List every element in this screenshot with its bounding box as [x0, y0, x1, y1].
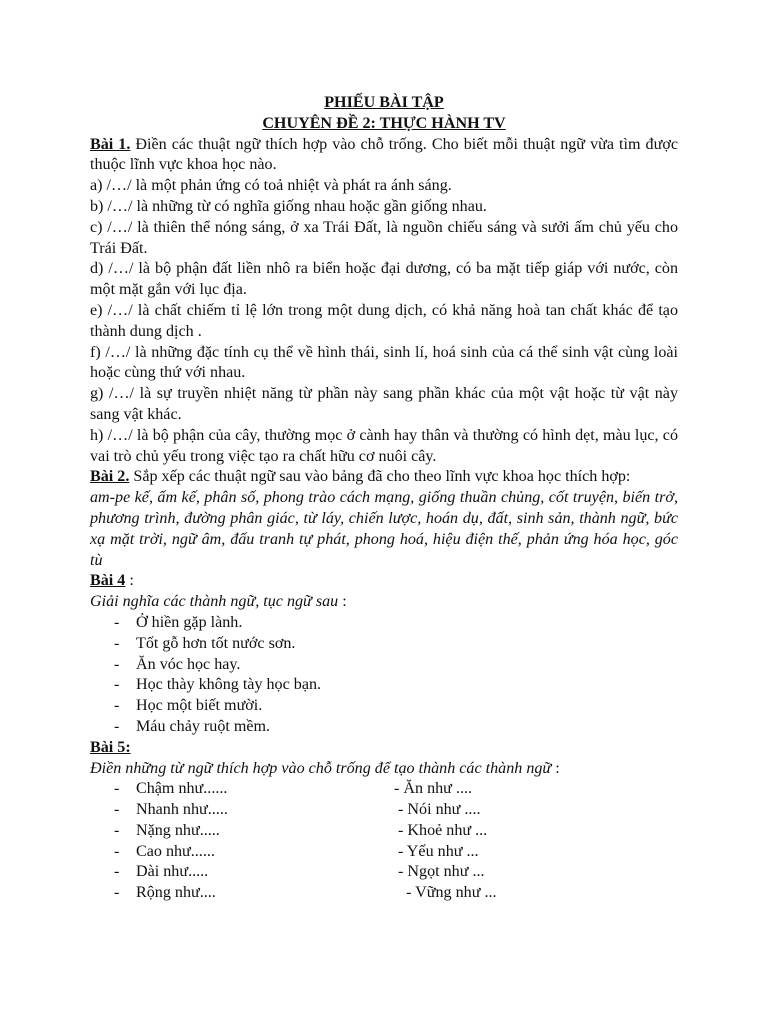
- exercise-1-instruction: Điền các thuật ngữ thích hợp vào chỗ trống. Cho biết mỗi thuật ngữ vừa tìm được thuộc lĩnh vực khoa học nào.: [90, 135, 678, 174]
- exercise-4-instruction-line: [90, 592, 678, 613]
- exercise-5-label: Bài 5:: [90, 738, 131, 756]
- idiom-right: - Vững như ...: [394, 884, 497, 902]
- exercise-1-item-f: f) /…/ là những đặc tính cụ thể về hình thái, sinh lí, hoá sinh của cá thể sinh vật cùng loài hoặc cùng thứ với nhau.: [90, 343, 678, 382]
- idiom-right: - Khoẻ như ...: [394, 821, 488, 839]
- exercise-4-list: [90, 613, 678, 738]
- list-item: [90, 779, 678, 800]
- idiom-right: - Ăn như ....: [394, 780, 473, 798]
- list-item: [90, 821, 678, 842]
- idiom-right: - Nói như ....: [394, 801, 481, 819]
- exercise-2-instruction: Sắp xếp các thuật ngữ sau vào bảng đã cho theo lĩnh vực khoa học thích hợp:: [129, 468, 631, 486]
- worksheet-subtitle: CHUYÊN ĐỀ 2: THỰC HÀNH TV: [262, 114, 506, 132]
- idiom-right: - Yếu như ...: [394, 842, 479, 860]
- exercise-4-instruction: Giải nghĩa các thành ngữ, tục ngữ sau: [90, 593, 339, 611]
- idiom-right: - Ngọt như ...: [394, 863, 485, 881]
- idiom-left: - Rộng như....: [136, 884, 216, 902]
- exercise-5-instruction-suffix: :: [551, 759, 560, 777]
- idiom-left: - Dài như.....: [136, 863, 209, 881]
- list-item: - Ăn vóc học hay.: [90, 655, 678, 676]
- exercise-1-label: Bài 1.: [90, 135, 131, 153]
- exercise-1-item-h: h) /…/ là bộ phận của cây, thường mọc ở cành hay thân và thường có hình dẹt, màu lục, có vai trò chủ yếu trong việc tạo ra chất hữu cơ nuôi cây.: [90, 426, 678, 465]
- exercise-4-label: Bài 4: [90, 572, 126, 590]
- list-item: - Học thày không tày học bạn.: [90, 675, 678, 696]
- exercise-5-list: [90, 779, 678, 904]
- exercise-1-item-a: a) /…/ là một phản ứng có toả nhiệt và phát ra ánh sáng.: [90, 177, 452, 195]
- exercise-1-item-g: g) /…/ là sự truyền nhiệt năng từ phần này sang phần khác của một vật hoặc từ vật này sang vật khác.: [90, 385, 678, 423]
- exercise-1-item-d: d) /…/ là bộ phận đất liền nhô ra biển hoặc đại dương, có ba mặt tiếp giáp với nước, còn một mặt gắn với lục địa.: [90, 260, 678, 299]
- list-item: - Tốt gỗ hơn tốt nước sơn.: [90, 634, 678, 655]
- list-item: [90, 883, 678, 904]
- idiom-left: - Nặng như.....: [136, 821, 220, 839]
- list-item: - Ở hiền gặp lành.: [90, 613, 678, 634]
- exercise-5-instruction-line: [90, 759, 678, 780]
- exercise-1-item-c: c) /…/ là thiên thể nóng sáng, ở xa Trái Đất, là nguồn chiếu sáng và sưởi ấm chủ yếu cho Trái Đất.: [90, 218, 678, 257]
- exercise-5-instruction: Điền những từ ngữ thích hợp vào chỗ trống để tạo thành các thành ngữ: [90, 759, 552, 777]
- exercise-2-intro: [90, 467, 678, 488]
- exercise-1-item-b: b) /…/ là những từ có nghĩa giống nhau hoặc gần giống nhau.: [90, 197, 487, 215]
- list-item: - Máu chảy ruột mềm.: [90, 717, 678, 738]
- exercise-4-label-suffix: :: [125, 572, 134, 590]
- worksheet-title: PHIẾU BÀI TẬP: [324, 94, 444, 111]
- worksheet: [90, 93, 678, 904]
- idiom-left: - Nhanh như.....: [136, 801, 228, 819]
- list-item: - Học một biết mười.: [90, 696, 678, 717]
- exercise-4-instruction-suffix: :: [338, 593, 347, 611]
- idiom-left: - Chậm như......: [136, 780, 228, 798]
- list-item: [90, 800, 678, 821]
- exercise-2-terms: am-pe kế, ấm kế, phân số, phong trào cách mạng, giống thuần chủng, cốt truyện, biến trở, phương trình, đường phân giác, từ láy, chiến lược, hoán dụ, đất, sinh sản, thành ngữ, bức xạ mặt trời, ngữ âm, đấu tranh tự phát, phong hoá, hiệu điện thế, phản ứng hóa học, góc tù: [90, 489, 678, 569]
- exercise-1-item-e: e) /…/ là chất chiếm tỉ lệ lớn trong một dung dịch, có khả năng hoà tan chất khác để tạo thành dung dịch .: [90, 301, 678, 340]
- exercise-4-heading: [90, 571, 678, 592]
- exercise-2-label: Bài 2.: [90, 468, 130, 486]
- idiom-left: - Cao như......: [136, 842, 215, 860]
- exercise-1-intro: [90, 135, 678, 177]
- list-item: [90, 842, 678, 863]
- list-item: [90, 862, 678, 883]
